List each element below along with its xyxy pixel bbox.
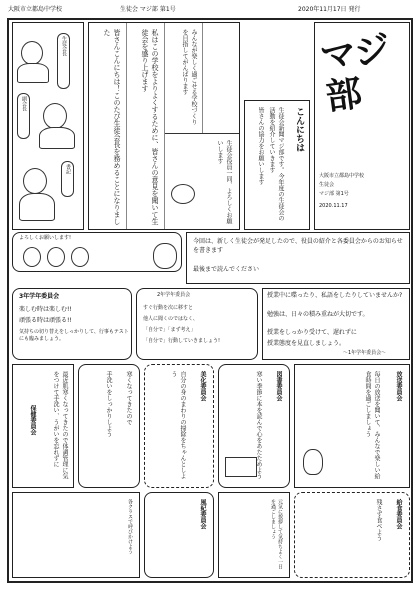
hello-column <box>244 100 310 230</box>
grade2-line4: 「自分で」行動していきましょう! <box>143 338 221 344</box>
intro-column <box>88 22 240 230</box>
masthead <box>314 22 410 230</box>
vice-face <box>43 103 67 129</box>
grade1-line2: 勉強は、日々の積み重ねが大切です。 <box>267 311 369 318</box>
misc-text-c: 各クラスで呼びかけよう <box>127 499 133 554</box>
grade1-line1: 授業中に喋ったり、私語をしたりしていませんか? <box>267 292 403 299</box>
cafeteria-box <box>294 492 410 578</box>
header-school: 大阪市立都島中学校 <box>8 6 63 13</box>
greeting-strip <box>12 232 182 272</box>
grade1-line4: 授業態度を見直しましょう。 <box>267 340 346 347</box>
book-icon <box>225 457 257 477</box>
member-face-1 <box>23 247 41 267</box>
library-text: 寒い季節に本を読んで心をあたためよう <box>255 371 262 479</box>
grade2-box <box>136 288 258 360</box>
masthead-title: マジ部 <box>317 28 391 119</box>
health-box <box>12 364 74 488</box>
greeting-banner: よろしくお願いします! <box>19 235 72 241</box>
beauty-title: 美化委員会 <box>199 371 206 401</box>
grade3-box <box>12 288 132 360</box>
library-box <box>218 364 290 488</box>
secretary-body <box>19 193 55 221</box>
secretary-face <box>23 168 47 194</box>
intro-text-d: 生徒会役員一同、よろしくお願いします <box>216 140 232 224</box>
masthead-school: 大阪市立都島中学校 <box>319 173 365 179</box>
cafeteria-title: 給食委員会 <box>395 499 402 529</box>
discipline-title: 風紀委員会 <box>199 499 206 529</box>
broadcast-text: 毎日の放送を聞いて、みんなで楽しい給食時間を過ごしましょう <box>364 371 380 479</box>
dog-icon <box>171 184 195 204</box>
hello-title: こんにちは <box>294 107 304 152</box>
vice-body <box>39 127 75 149</box>
role-vice: 副会長 <box>17 93 30 139</box>
beauty-box <box>144 364 214 488</box>
grade3-title: 3年学年委員会 <box>19 293 60 300</box>
header-date: 2020年11月17日 発行 <box>298 6 361 13</box>
president-face <box>21 41 43 65</box>
member-face-2 <box>47 247 65 267</box>
grade3-line1: 楽しむ時は楽しむ!! <box>19 306 72 313</box>
grade1-box <box>262 288 410 360</box>
grade1-line3: 授業をしっかり受けて、遅れずに <box>267 329 357 336</box>
grade2-line3: 「自分で」「まず考え」 <box>143 327 196 333</box>
masthead-issue: マジ部 第1号 <box>319 191 349 197</box>
member-face-3 <box>71 247 89 267</box>
library-title: 図書委員会 <box>275 371 282 401</box>
officer-portraits <box>12 22 84 230</box>
broadcast-box <box>294 364 410 488</box>
misc-text-a: 寒くなってきたので <box>125 371 132 425</box>
grade3-line3: 気持ちの切り替えをしっかりして、行事もテストにも臨みましょう。 <box>19 329 129 342</box>
beauty-text: 自分の身のまわりの掃除をちゃんとしよう <box>170 371 186 479</box>
broadcast-title: 放送委員会 <box>395 371 402 401</box>
hello-text-b: 皆さんの協力をお願いします <box>257 107 264 185</box>
header-issuer: 生徒会 マジ部 第1号 <box>120 6 176 13</box>
president-body <box>17 63 49 83</box>
misc-box-top <box>78 364 140 488</box>
middle-text-a: 今回は、新しく生徒会が発足したので、役員の紹介と各委員会からのお知らせを書きます <box>193 238 403 254</box>
misc-text-b: 手洗いをしっかりしよう <box>105 371 112 437</box>
role-secretary: 書記 <box>61 161 74 197</box>
grade2-title: 2年学年委員会 <box>157 292 191 298</box>
grade1-sign: 〜1年学年委員会〜 <box>343 350 387 356</box>
intro-text-c: みんなが楽しく過ごせる学校づくりを目指してがんばります <box>181 29 197 125</box>
hello-text-a: 生徒会新聞マジ部です。今年度の生徒会の活動を紹介していきます <box>268 107 284 221</box>
health-title: 保健委員会 <box>29 405 36 435</box>
intro-text-b: 私はこの学校をよりよくするために、皆さんの意見を聞いて生徒会を盛り上げます <box>141 29 159 225</box>
misc-box-bottom <box>12 492 140 578</box>
grade2-line1: すぐ行動を次に移すと <box>143 305 194 311</box>
middle-text-b: 最後まで読んでください <box>193 266 260 273</box>
middle-text-block <box>186 232 410 284</box>
mascot-icon <box>153 243 177 269</box>
rabbit-icon <box>303 449 323 475</box>
role-president: 生徒会長 <box>57 33 70 89</box>
cafeteria-text: 残さず食べよう <box>375 499 382 541</box>
discipline-text-box <box>218 492 290 578</box>
masthead-org: 生徒会 <box>319 182 335 188</box>
discipline-text: 元気に挨拶して気持ちよく一日を過ごしましょう <box>270 499 283 569</box>
discipline-box <box>144 492 214 578</box>
grade2-line2: 他人に聞くのではなく、 <box>143 316 198 322</box>
grade3-line2: 頑張る時は頑張る!! <box>19 317 72 324</box>
health-text: 最近肌寒くなってきたので体調管理に気をつけて手洗い、うがいを忘れずに <box>52 371 68 479</box>
intro-text-a: 皆さんこんにちは！このたび生徒会長を務めることになりました <box>103 29 121 225</box>
masthead-date: 2020.11.17 <box>319 203 348 209</box>
